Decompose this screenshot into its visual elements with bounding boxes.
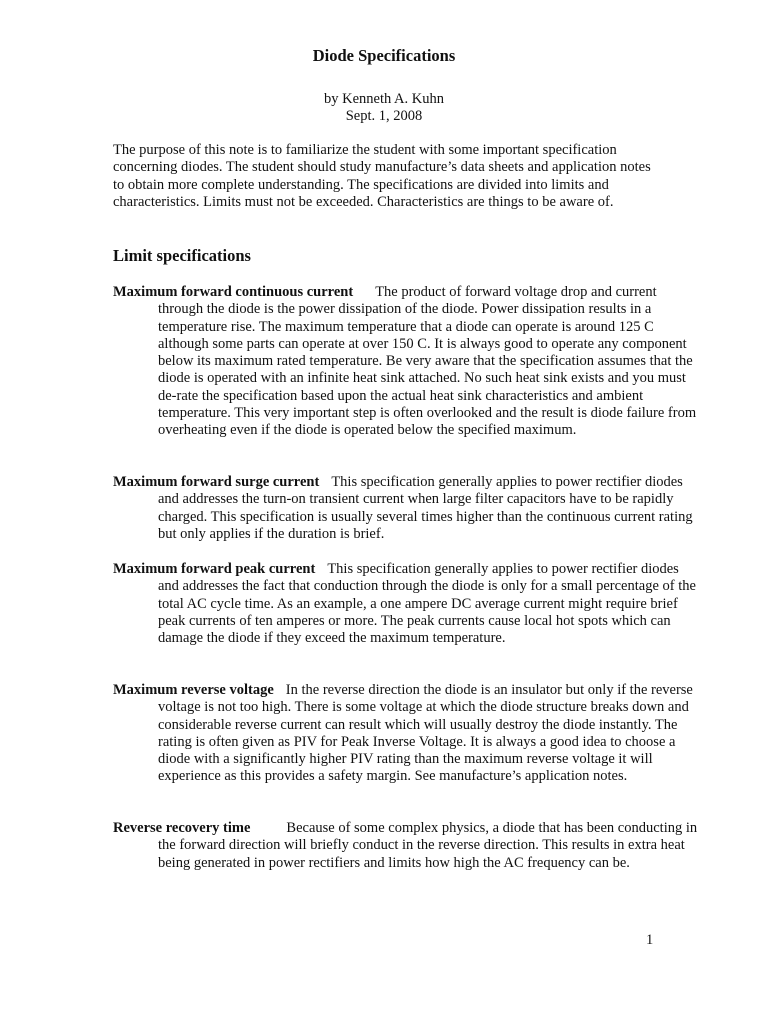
spec-term: Reverse recovery time [113, 820, 251, 836]
spec-text: This specification generally applies to power rectifier diodes and addresses the fact that conduction through the diode is only for a small percentage of the total AC cycle time. As an example, a one ampere DC average current might require brief peak currents of ten amperes or more. The peak currents cause local hot spots which can damage the diode if they exceed the maximum temperature. [158, 561, 696, 647]
spec-max-forward-continuous-current [113, 284, 698, 440]
page-number: 1 [646, 932, 654, 948]
spec-term: Maximum forward continuous current [113, 284, 354, 300]
spec-term: Maximum forward peak current [113, 561, 316, 577]
spec-max-forward-peak-current [113, 561, 698, 647]
spec-reverse-recovery-time [113, 820, 698, 872]
spec-term: Maximum forward surge current [113, 474, 320, 490]
document-date: Sept. 1, 2008 [345, 108, 423, 125]
intro-paragraph: The purpose of this note is to familiarize the student with some important specification concerning diodes. The student should study manufacture’s data sheets and application notes to obtain more complete understanding. The specifications are divided into limits and characteristics. Limits must not be exceeded. Characteristics are things to be aware of. [113, 142, 651, 210]
spec-max-reverse-voltage [113, 682, 698, 786]
spec-text: This specification generally applies to power rectifier diodes and addresses the turn-on transient current when large filter capacitors have to be rapidly charged. This specification is usually several times higher than the continuous current rating but only applies if the duration is brief. [158, 474, 693, 542]
author-name: by Kenneth A. Kuhn [323, 91, 444, 107]
document-title: Diode Specifications [312, 46, 456, 65]
spec-max-forward-surge-current [113, 474, 698, 543]
author-block [0, 91, 768, 126]
section-heading: Limit specifications [113, 246, 251, 265]
spec-text: In the reverse direction the diode is an insulator but only if the reverse voltage is not too high. There is some voltage at which the diode structure breaks down and considerable reverse current can result which will usually destroy the diode instantly. The rating is often given as PIV for Peak Inverse Voltage. It is always a good idea to choose a diode with a significantly higher PIV rating than the maximum reverse voltage it will experience as this provides a safety margin. See manufacture’s application notes. [158, 682, 693, 785]
spec-text: The product of forward voltage drop and current through the diode is the power dissipation of the diode. Power dissipation results in a temperature rise. The maximum temperature that a diode can operate is around 125 C although some parts can operate at over 150 C. It is always good to operate any component below its maximum rated temperature. Be very aware that the specification assumes that the diode is operated with an infinite heat sink attached. No such heat sink exists and you must de-rate the specification based upon the actual heat sink characteristics and ambient temperature. This very important step is often overlooked and the result is diode failure from overheating even if the diode is operated below the specified maximum. [158, 284, 697, 439]
spec-text: Because of some complex physics, a diode that has been conducting in the forward direction will briefly conduct in the reverse direction. This results in extra heat being generated in power rectifiers and limits how high the AC frequency can be. [158, 820, 698, 871]
spec-term: Maximum reverse voltage [113, 682, 274, 698]
